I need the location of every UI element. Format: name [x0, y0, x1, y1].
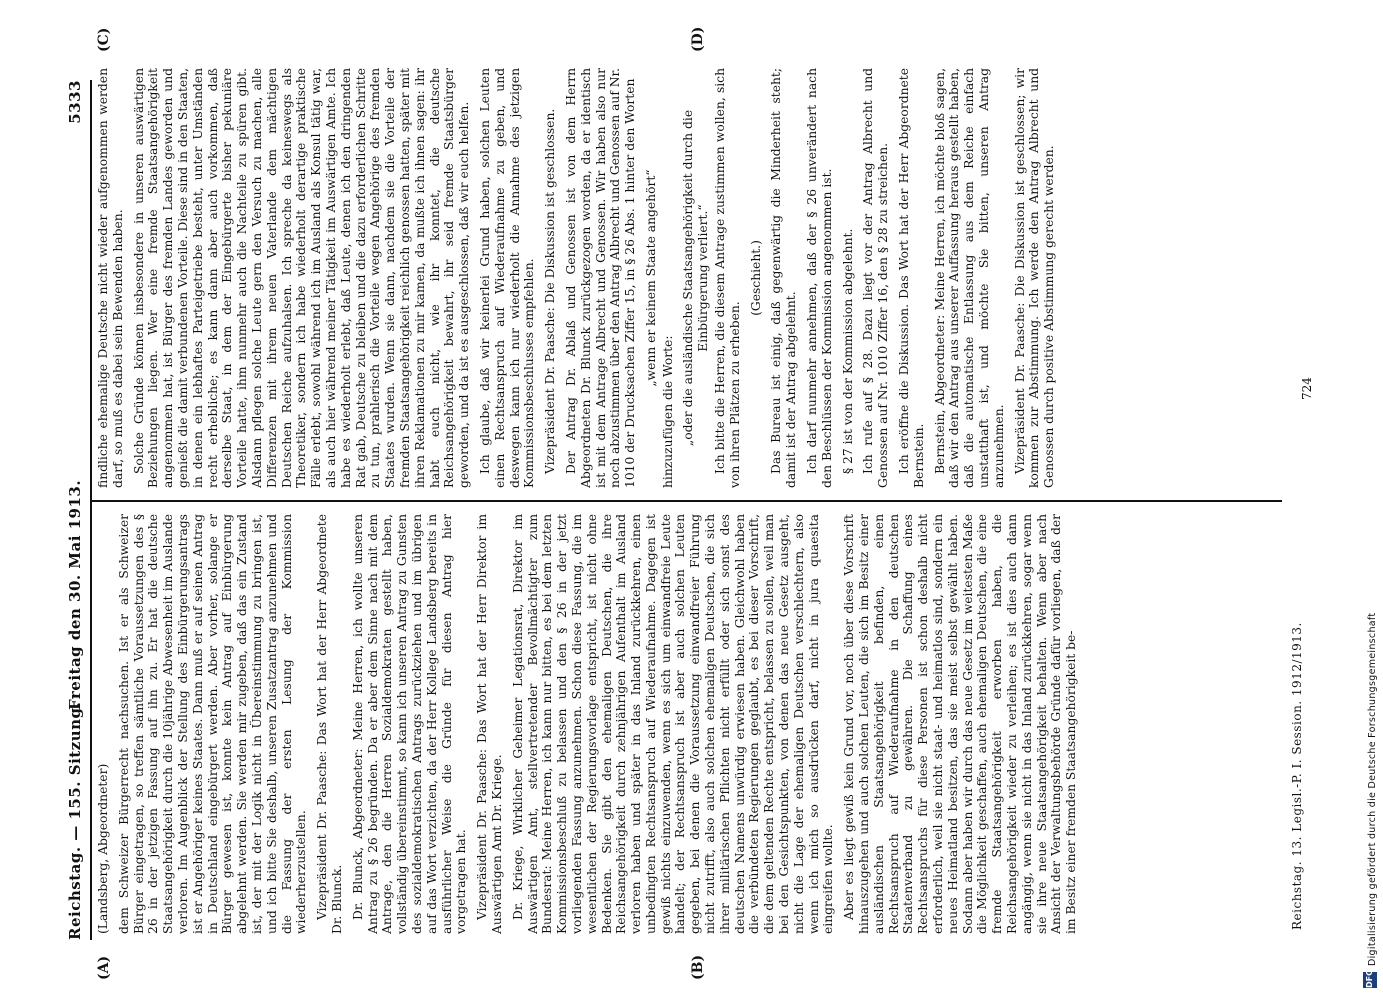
paragraph: Ich eröffne die Diskussion. Das Wort hat der Herr Abgeordnete Bernstein. — [897, 68, 926, 488]
dfg-logo: DFG — [1363, 972, 1377, 988]
margin-letter-d: (D) — [690, 26, 706, 52]
paragraph: Vizepräsident Dr. Paasche: Die Diskussion ist geschlossen. — [543, 108, 558, 474]
header-rule — [90, 80, 92, 940]
stage-direction: (Geschieht.) — [748, 240, 763, 316]
header-page-number: 5333 — [66, 80, 84, 124]
speaker-continuation: (Landsberg, Abgeordneter) — [96, 763, 110, 934]
paragraph: Vizepräsident Dr. Paasche: Das Wort hat der Herr Abgeordnete Dr. Blunck. — [315, 514, 344, 934]
page-header — [66, 80, 88, 940]
page-number-bottom: 724 — [1300, 377, 1314, 400]
paragraph: Dr. Kriege, Wirklicher Geheimer Legationsrat, Direktor im Auswärtigen Amt, stellvertretender Bevollmächtigter zum Bundesrat: Meine Herren, ich kann nur bitten, es bei dem letzten Kommissionsbeschluß zu belassen und den § 26 in der jetzt vorliegenden Fassung anzunehmen. Schon diese Fassung, die im wesentlichen der Regierungsvorlage entspricht, ist nicht ohne Bedenken. Sie gibt den ehemaligen Deutschen, die ihre Reichsangehörigkeit durch zehnjährigen Aufenthalt im Ausland verloren haben und später in das Inland zurückkehren, einen unbedingten Rechtsanspruch auf Wiederaufnahme. Dagegen ist gewiß nichts einzuwenden, wenn es sich um einwandfreie Leute handelt; der Rechtsanspruch ist aber auch solchen Leuten gegeben, bei denen die Voraussetzung einwandfreier Führung nicht zutrifft, also auch solchen ehemaligen Deutschen, die sich ihrer militärischen Pflichten nicht erfüllt oder sich sonst des deutschen Namens unwürdig erwiesen haben. Gleichwohl haben die verbündeten Regierungen geglaubt, es bei dieser Vorschrift, die dem geltenden Rechte entspricht, belassen zu sollen, weil man bei den Gesichtspunkten, von denen das neue Gesetz ausgeht, nicht die Lage der ehemaligen Deutschen verschlechtern, also wenn ich mich so ausdrücken darf, nicht in jura quaesita eingreifen wollte. — [510, 514, 836, 934]
paragraph: Solche Gründe können insbesondere in unseren auswärtigen Beziehungen liegen. Wer eine fremde Staatsangehörigkeit angenommen hat, ist Bürger des fremden Landes geworden und genießt die damit verbundenen Vorteile. Diese sind in den Staaten, in denen ein lebhaftes Parteigetriebe besteht, unter Umständen recht erhebliche; es kann dann aber auch vorkommen, daß derselbe Staat, in dem der Eingebürgerte bisher pekuniäre Vorteile hatte, ihm nunmehr auch die Nachteile zu spüren gibt. Alsdann pflegen solche Leute gern den Versuch zu machen, alle Differenzen mit ihrem neuen Vaterlande dem mächtigen Deutschen Reiche aufzuhalsen. Ich spreche da keineswegs als Theoretiker, sondern ich habe wiederholt derartige praktische Fälle erlebt, sowohl während ich im Ausland als Konsul tätig war, als auch hier während meiner Tätigkeit im Auswärtigen Amte. Ich habe es wiederholt erlebt, daß Leute, denen ich den dringenden Rat gab, Deutsche zu bleiben und die dazu erforderlichen Schritte zu tun, prahlerisch die Vorteile wegen Angehörige des fremden Staates wurden. Wenn sie dann, nachdem sie die Vorteile der fremden Staatsangehörigkeit reichlich genossen hatten, später mit ihren Reklamationen zu mir kamen, da mußte ich ihnen sagen: ihr habt euch nicht, wie ihr konntet, die deutsche Reichsangehörigkeit bewahrt, ihr seid fremde Staatsbürger geworden, und da ist es ausgeschlossen, daß wir euch helfen. — [131, 68, 472, 488]
paragraph: Ich bitte die Herren, die diesem Antrage zustimmen wollen, sich von ihren Plätzen zu erheben. — [713, 68, 742, 488]
paragraph: Dr. Blunck, Abgeordneter: Meine Herren, ich wollte unseren Antrag zu § 26 begründen. Da er aber dem Sinne nach mit dem Antrage, den die Herren Sozialdemokraten gestellt haben, vollständig übereinstimmt, so kann ich unseren Antrag zu Gunsten des sozialdemokratischen Antrags zurückziehen und im übrigen auf das Wort verzichten, da der Herr Kollege Landsberg bereits in ausführlicher Weise die Gründe für diesen Antrag hier vorgetragen hat. — [350, 514, 469, 934]
paragraph: hinzuzufügen die Worte: — [660, 335, 675, 488]
paragraph: Aber es liegt gewiß kein Grund vor, noch über diese Vorschrift hinauszugehen und auch solchen Leuten, die sich im Besitz einer ausländischen Staatsangehörigkeit befinden, einen Rechtsanspruch auf Wiederaufnahme in den deutschen Staatenverband zu gewähren. Die Schaffung eines Rechtsanspruchs für diese Personen ist schon deshalb nicht erforderlich, weil sie nicht staat- und heimatlos sind, sondern ein neues Heimatland besitzen, das sie meist selbst gewählt haben. Sodann aber haben wir durch das neue Gesetz im weitesten Maße die Möglichkeit geschaffen, auch ehemaligen Deutschen, die eine fremde Staatsangehörigkeit erworben haben, die Reichsangehörigkeit wieder zu verleihen; es ist dies auch dann angängig, wenn sie nicht in das Inland zurückkehren, sogar wenn sie ihre neue Staatsangehörigkeit behalten. Wenn aber nach Ansicht der Verwaltungsbehörde Gründe dafür vorliegen, daß der im Besitz einer fremden Staatsangehörigkeit be- — [842, 514, 1079, 934]
header-date: Freitag den 30. Mai 1913. — [66, 479, 84, 710]
quote: „oder die ausländische Staatsangehörigkeit durch die Einbürgerung verliert.“ — [681, 109, 711, 447]
paragraph: dem Schweizer Bürgerrecht nachsuchen. Ist er als Schweizer Bürger eingetragen, so treffen sämtliche Voraussetzungen des § 26 in der jetzigen Fassung auf ihn zu. Er hat die deutsche Staatsangehörigkeit durch die 10jährige Abwesenheit im Auslande verloren. Im Augenblick der Stellung des Einbürgerungsantrags ist er Angehöriger keines Staates. Dann muß er auf seinen Antrag in Deutschland eingebürgert werden. Aber vorher, solange er Bürger gewesen ist, konnte kein Antrag auf Einbürgerung abgelehnt werden. Sie werden mir zugeben, daß das ein Zustand ist, der mit der Logik nicht in Übereinstimmung zu bringen ist, und ich bitte Sie deshalb, unseren Zusatzantrag anzunehmen und die Fassung der ersten Lesung der Kommission wiederherzustellen. — [116, 514, 309, 934]
left-column — [96, 514, 1276, 934]
margin-letter-a: (A) — [96, 955, 112, 980]
paragraph: Das Bureau ist einig, daß gegenwärtig die Minderheit steht; damit ist der Antrag abgelehnt. — [769, 68, 799, 488]
right-column — [96, 68, 1276, 488]
paragraph: Vizepräsident Dr. Paasche: Die Diskussion ist geschlossen; wir kommen zur Abstimmung. Ich werde den Antrag Albrecht und Genossen durch positive Abstimmung gerecht werden. — [1012, 68, 1057, 488]
paragraph: Ich darf nunmehr annehmen, daß der § 26 unverändert nach den Beschlüssen der Kommission angenommen ist. — [805, 68, 834, 488]
digitization-credit: Digitalisierung gefördert durch die Deutsche Forschungsgemeinschaft — [1367, 612, 1378, 966]
paragraph: Ich glaube, daß wir keinerlei Grund haben, solchen Leuten einen Rechtsanspruch auf Wiederaufnahme zu geben, und deswegen kann ich nur wiederholt die Annahme des jetzigen Kommissionsbeschlusses empfehlen. — [477, 68, 537, 488]
quote: „wenn er keinem Staate angehört“ — [643, 169, 658, 387]
paragraph: Bernstein, Abgeordneter: Meine Herren, ich möchte bloß sagen, daß wir den Antrag aus unserer Auffassung heraus gestellt haben, daß die automatische Entlassung aus dem Reiche einfach unstatthaft ist, und möchte Sie bitten, unseren Antrag anzunehmen. — [932, 68, 1006, 488]
header-left: Reichstag. — 155. Sitzung. — [66, 701, 84, 940]
page-footer: Reichstag. 13. Legisl.-P. I. Session. 1912/1913. — [1290, 622, 1304, 930]
paragraph: Der Antrag Dr. Ablaß und Genossen ist von dem Herrn Abgeordneten Dr. Blunck zurückgezogen worden, da er identisch ist mit dem Antrage Albrecht und Genossen. Wir haben also nur noch abzustimmen über den Antrag Albrecht und Genossen auf Nr. 1010 der Drucksachen Ziffer 15, in § 26 Abs. 1 hinter den Worten — [563, 68, 638, 488]
paragraph: Ich rufe auf § 28. Dazu liegt vor der Antrag Albrecht und Genossen auf Nr. 1010 Ziffer 16, den § 28 zu streichen. — [861, 68, 891, 488]
paragraph: findliche ehemalige Deutsche nicht wieder aufgenommen werden darf, so muß es dabei sein Bewenden haben. — [96, 68, 125, 488]
column-divider — [92, 501, 1282, 503]
margin-letter-b: (B) — [690, 954, 706, 980]
paragraph: § 27 ist von der Kommission abgelehnt. — [840, 228, 855, 474]
paragraph: Vizepräsident Dr. Paasche: Das Wort hat der Herr Direktor im Auswärtigen Amt Dr. Kriege. — [475, 514, 504, 934]
margin-letter-c: (C) — [96, 27, 112, 52]
